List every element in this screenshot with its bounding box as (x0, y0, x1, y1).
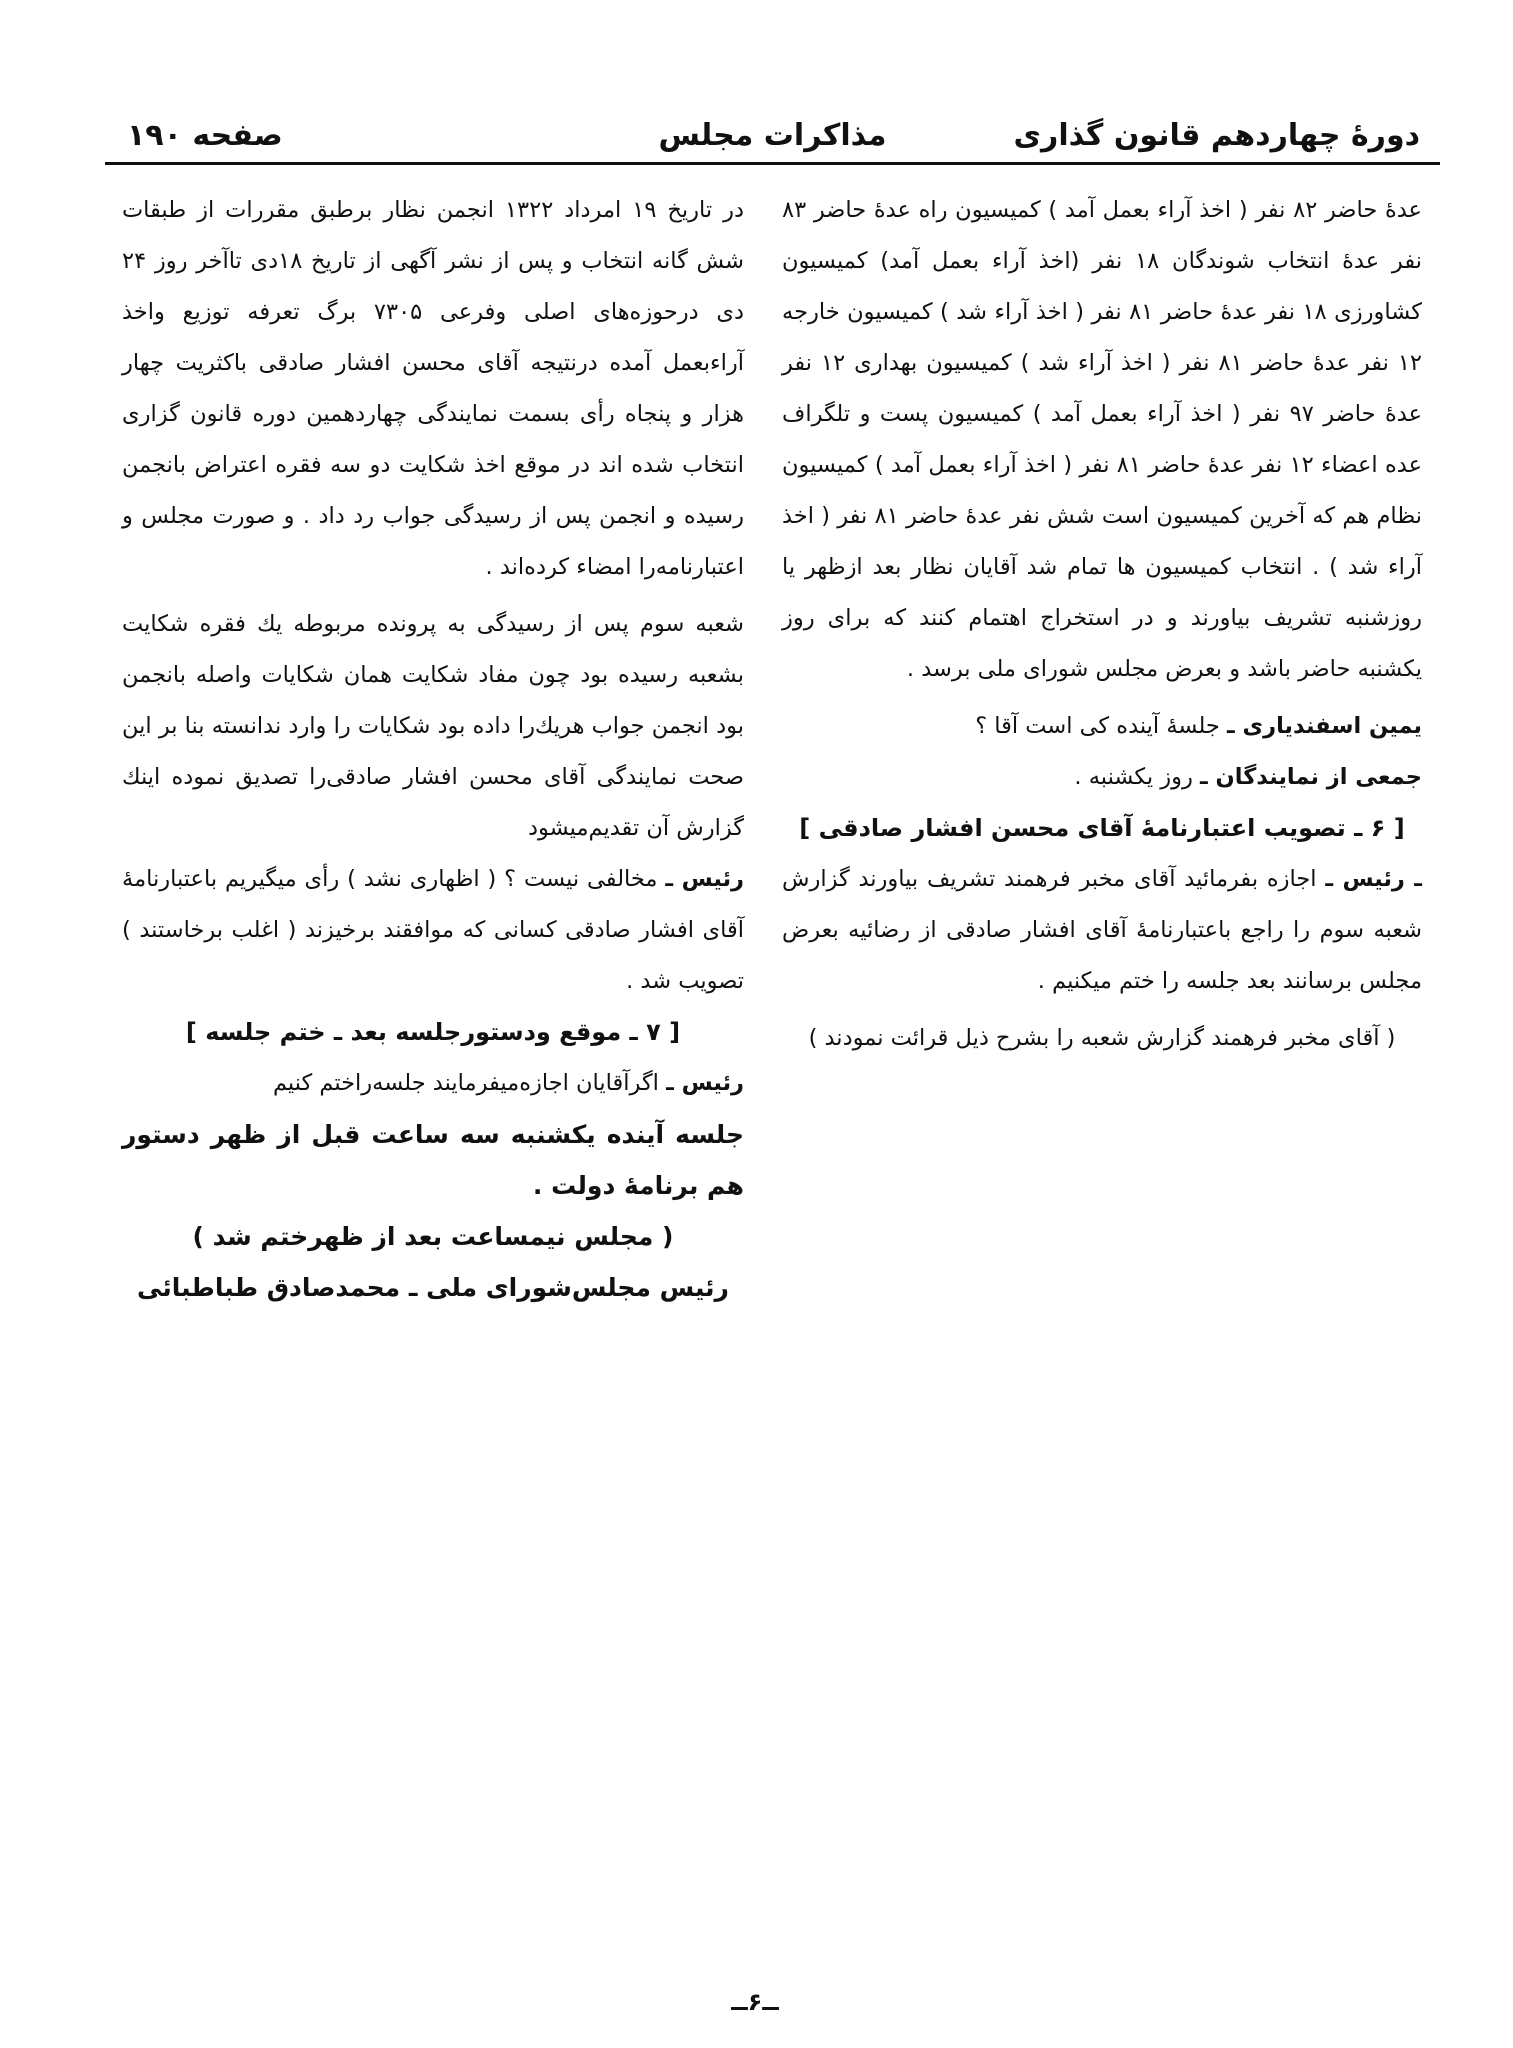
speaker-name: رئیس ـ (665, 866, 744, 892)
page-header (105, 118, 1440, 168)
dialogue-line (782, 854, 1422, 1007)
speaker-text: مخالفی نیست ؟ ( اظهاری نشد ) رأی میگیریم باعتبارنامهٔ آقای افشار صادقی کسانی که موافقند برخیزند ( اغلب برخاستند ) تصویب شد . (122, 866, 744, 994)
speaker-name: یمین اسفندیاری ـ (1226, 713, 1422, 739)
speaker-text: اجازه بفرمائید آقای مخبر فرهمند تشریف بیاورند گزارش شعبه سوم را راجع باعتبارنامهٔ آقای افشار صادقی از رضائیه بعرض مجلس برسانند بعد جلسه را ختم میکنیم . (782, 866, 1422, 994)
speaker-text: جلسهٔ آینده کی است آقا ؟ (975, 713, 1220, 739)
dialogue-line (782, 752, 1422, 803)
speaker-name: جمعی از نمایندگان ـ (1200, 764, 1422, 790)
section-heading: [ ۷ ـ موقع ودستورجلسه بعد ـ ختم جلسه ] (185, 1018, 681, 1046)
session-closing-note: ( مجلس نیمساعت بعد از ظهرختم شد ) (192, 1222, 674, 1251)
next-session-agenda: جلسه آینده یکشنبه سه ساعت قبل از ظهر دستور هم برنامهٔ دولت . (122, 1120, 744, 1200)
section-heading: [ ۶ ـ تصویب اعتبارنامهٔ آقای محسن افشار صادقی ] (799, 814, 1405, 842)
left-column (122, 185, 744, 1313)
dialogue-line (782, 701, 1422, 752)
speaker-name: رئیس ـ (666, 1070, 744, 1096)
header-publication-title: مذاکرات مجلس (658, 118, 887, 153)
speaker-name: ـ رئیس ـ (1325, 866, 1422, 892)
footer-page-marker: ــ۶ــ (731, 1988, 779, 2016)
dialogue-line (122, 854, 744, 1007)
commission-elections-paragraph: عدهٔ حاضر ۸۲ نفر ( اخذ آراء بعمل آمد ) کمیسیون راه عدهٔ حاضر ۸۳ نفر عدهٔ انتخاب شوندگان ۱۸ نفر (اخذ آراء بعمل آمد) کمیسیون کشاورزی ۱۸ نفر عدهٔ حاضر ۸۱ نفر ( اخذ آراء شد ) کمیسیون خارجه ۱۲ نفر عدهٔ حاضر ۸۱ نفر ( اخذ آراء شد ) کمیسیون بهداری ۱۲ نفر عدهٔ حاضر ۹۷ نفر ( اخذ آراء بعمل آمد ) کمیسیون پست و تلگراف عده اعضاء ۱۲ نفر عدهٔ حاضر ۸۱ نفر ( اخذ آراء بعمل آمد ) کمیسیون نظام هم که آخرین کمیسیون است شش نفر عدهٔ حاضر ۸۱ نفر ( اخذ آراء شد ) . انتخاب کمیسیون ها تمام شد آقایان نظار بعد ازظهر یا روزشنبه تشریف بیاورند و در استخراج اهتمام کنند که برای روز یکشنبه حاضر باشد و بعرض مجلس شورای ملی برسد . (782, 197, 1423, 682)
speaker-text: روز یکشنبه . (1074, 764, 1193, 790)
header-page-number: صفحه ۱۹۰ (127, 118, 283, 153)
procedural-note: ( آقای مخبر فرهمند گزارش شعبه را بشرح ذیل قرائت نمودند ) (808, 1025, 1396, 1051)
speaker-text: اگرآقایان اجازه‌میفرمایند جلسه‌راختم کنیم (272, 1070, 659, 1096)
header-session-title: دورهٔ چهاردهم قانون گذاری (1013, 118, 1420, 153)
dialogue-line (122, 1058, 744, 1109)
report-paragraph: شعبه سوم پس از رسیدگی به پرونده مربوطه یك فقره شکایت بشعبه رسیده بود چون مفاد شکایت همان شکایات واصله بانجمن بود انجمن جواب هریك‌را داده بود شکایات را وارد ندانسته بنا بر این صحت نمایندگی آقای محسن افشار صادقی‌را تصدیق نموده اینك گزارش آن تقدیم‌میشود (122, 611, 744, 841)
right-column (782, 185, 1422, 1064)
signature-line: رئیس مجلس‌شورای ملی ـ محمدصادق طباطبائی (137, 1273, 729, 1302)
header-rule (105, 162, 1440, 165)
report-paragraph: در تاریخ ۱۹ امرداد ۱۳۲۲ انجمن نظار برطبق مقررات از طبقات شش گانه انتخاب و پس از نشر آگهی از تاریخ ۱۸دی تاآخر روز ۲۴ دی درحوزه‌های اصلی وفرعی ۷۳۰۵ برگ تعرفه توزیع واخذ آراءبعمل آمده درنتیجه آقای محسن افشار صادقی باکثریت چهار هزار و پنجاه رأی بسمت نمایندگی چهاردهمین دوره قانون گزاری انتخاب شده اند در موقع اخذ شکایت دو سه فقره اعتراض بانجمن رسیده و انجمن پس از رسیدگی جواب رد داد . و صورت مجلس و اعتبارنامه‌را امضاء کرده‌اند . (122, 197, 745, 580)
